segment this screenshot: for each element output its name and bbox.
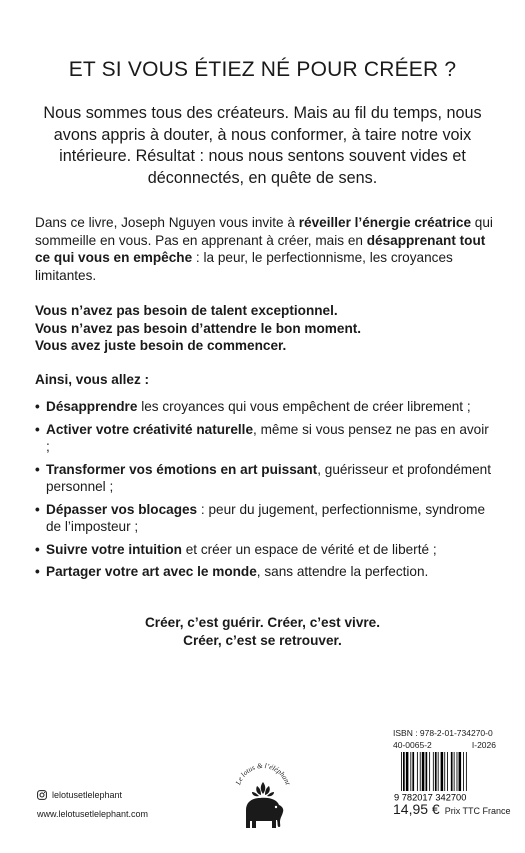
list-item — [35, 541, 495, 559]
bullet-icon: • — [35, 461, 40, 477]
list-item-highlight: Suivre votre intuition — [46, 541, 182, 557]
bullet-icon: • — [35, 399, 40, 414]
description-text: Dans ce livre, Joseph Nguyen vous invite à — [35, 215, 299, 230]
website-link[interactable]: www.lelotusetlelephant.com — [37, 809, 149, 819]
social-handle — [37, 790, 122, 800]
description-text: qui sommeille en vous. Pas en apprenant à créer, mais en — [35, 215, 493, 248]
back-cover-title: ET SI VOUS ÉTIEZ NÉ POUR CRÉER ? — [68, 58, 457, 81]
list-item-text: : peur du jugement, perfectionnisme, syndrome de l’imposteur ; — [46, 501, 486, 534]
elephant-lotus-logo — [232, 752, 294, 836]
description-text: : la peur, le perfectionnisme, les croyances limitantes. — [35, 250, 453, 283]
closing-quote — [0, 614, 525, 650]
statements-block — [35, 302, 495, 355]
benefits-list — [35, 398, 495, 586]
list-item-highlight: Activer votre créativité naturelle — [46, 421, 254, 437]
bullet-icon: • — [35, 421, 40, 437]
bullet-icon: • — [35, 501, 40, 517]
list-item-highlight: Transformer vos émotions en art puissant — [46, 461, 318, 477]
barcode — [393, 752, 496, 802]
instagram-icon — [37, 790, 47, 800]
edition-code: I-2026 — [471, 740, 496, 750]
isbn-number: ISBN : 978-2-01-734270-0 — [393, 728, 493, 738]
list-item-highlight: Partager votre art avec le monde — [46, 564, 257, 579]
closing-line: Créer, c’est se retrouver. — [183, 633, 342, 648]
list-item-text: , même si vous pensez ne pas en avoir ; — [46, 421, 489, 454]
description-highlight: désapprenant tout ce qui vous en empêche — [35, 232, 486, 265]
list-item — [35, 421, 495, 456]
list-item-text: , guérisseur et profondément personnel ; — [46, 461, 492, 494]
price-block — [393, 801, 511, 817]
description-highlight: réveiller l’énergie créatrice — [298, 215, 472, 230]
bullet-icon: • — [35, 541, 40, 557]
list-item — [35, 461, 495, 496]
statement-line: Vous n’avez pas besoin d’attendre le bon moment. — [35, 320, 362, 336]
statement-line: Vous n’avez pas besoin de talent exceptionnel. — [35, 303, 338, 318]
list-item — [35, 563, 495, 581]
closing-line: Créer, c’est guérir. Créer, c’est vivre. — [144, 615, 380, 630]
list-item-highlight: Dépasser vos blocages — [46, 501, 198, 517]
social-handle-text: lelotusetlelephant — [52, 790, 123, 800]
statement-line: Vous avez juste besoin de commencer. — [35, 338, 287, 353]
list-item — [35, 501, 495, 536]
product-code: 40-0065-2 — [393, 740, 432, 750]
description-paragraph — [35, 214, 495, 284]
list-item-text: et créer un espace de vérité et de liberté ; — [181, 541, 437, 557]
list-item-highlight: Désapprendre — [46, 399, 138, 414]
price-label: Prix TTC France — [444, 806, 511, 816]
list-item-text: les croyances qui vous empêchent de créer librement ; — [137, 399, 471, 414]
list-item-text: , sans attendre la perfection. — [256, 564, 429, 579]
isbn-block — [393, 727, 496, 751]
price-value: 14,95 € — [393, 801, 440, 817]
barcode-digits: 9 782017 342700 — [394, 792, 467, 802]
logo-text: Le lotus & l’éléphant — [234, 761, 292, 786]
list-item — [35, 398, 495, 416]
bullet-icon: • — [35, 564, 40, 579]
bullets-lead: Ainsi, vous allez : — [35, 372, 150, 387]
intro-paragraph: Nous sommes tous des créateurs. Mais au fil du temps, nous avons appris à douter, à nous conformer, à taire notre voix intérieure. Résultat : nous nous sentons souvent vides et déconnectés, en quête de sens. — [43, 104, 482, 187]
